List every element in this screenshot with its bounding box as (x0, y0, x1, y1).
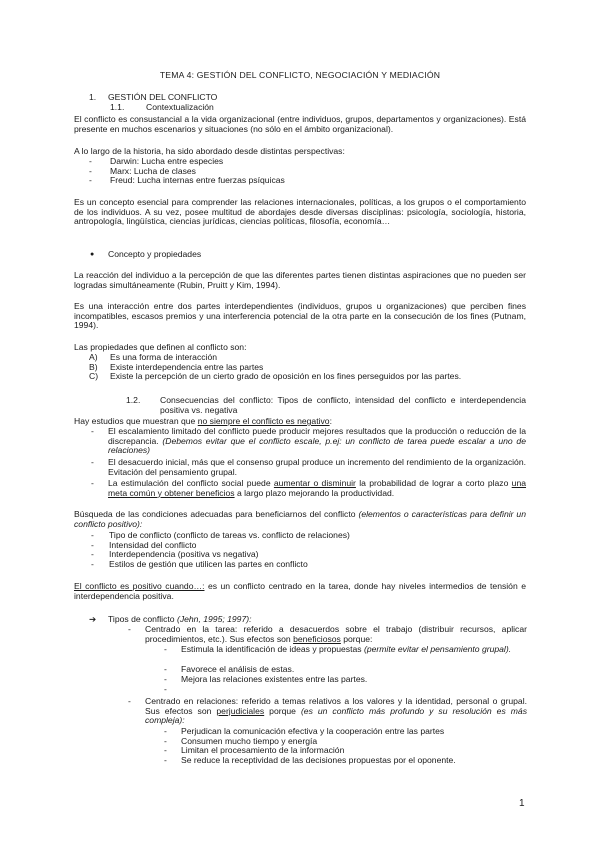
types-heading: Tipos de conflicto (Jehn, 1995; 1997): (108, 614, 252, 624)
task-effect-relations: Mejora las relaciones existentes entre las partes. (181, 674, 368, 684)
list-item: - Intensidad del conflicto (91, 539, 197, 550)
dash-marker: - (91, 457, 94, 467)
list-item: A) Es una forma de interacción (89, 352, 218, 362)
dash-marker: - (164, 674, 167, 684)
dash-marker: - (91, 426, 94, 436)
positive-conflict: El conflicto es positivo cuando…: es un conflicto centrado en la tarea, donde hay niveles intermedios de tensión e interdependencia positiva. (74, 581, 527, 601)
task-effect-analysis: Favorece el análisis de estas. (181, 664, 295, 674)
properties-list (89, 353, 529, 382)
page-number: 1 (519, 798, 525, 809)
list-item: - Marx: Lucha de clases (89, 165, 196, 176)
bullet-icon: ● (90, 251, 95, 258)
section-1-1-title: Contextualización (146, 102, 214, 112)
relational-effects-list (164, 727, 524, 765)
page-title: TEMA 4: GESTIÓN DEL CONFLICTO, NEGOCIACIÓN Y MEDIACIÓN (159, 70, 441, 80)
dash-marker: - (164, 644, 167, 654)
section-1-2-number: 1.2. (126, 395, 141, 405)
dash-marker: - (164, 664, 167, 674)
list-item: - Tipo de conflicto (conflicto de tareas vs. conflicto de relaciones) (91, 530, 350, 540)
dash-marker: - (128, 624, 131, 634)
concept-paragraph: Es un concepto esencial para comprender las relaciones internacionales, políticas, a los grupos o el comportamiento de los individuos. A su vez, posee multitud de abordajes desde diversas disciplinas: psicología, sociología, historia, antropología, lingüística, ciencias jurídicas, ciencias políticas, filosofía, economía… (74, 197, 526, 227)
task-conflict: Centrado en la tarea: referido a desacuerdos sobre el trabajo (distribuir recursos, aplicar procedimientos, etc.). Sus efectos son beneficiosos porque: (145, 624, 527, 644)
perspectives-intro: A lo largo de la historia, ha sido abordado desde distintas perspectivas: (74, 146, 345, 156)
list-item: C) Existe la percepción de un cierto grado de oposición en los fines perseguidos por las partes. (89, 371, 462, 382)
list-item: - Perjudican la comunicación efectiva y la cooperación entre las partes (164, 726, 445, 736)
dash-marker: - (128, 696, 131, 706)
section-1-1-number: 1.1. (110, 102, 125, 112)
list-item: - Freud: Lucha internas entre fuerzas psíquicas (89, 175, 285, 186)
relational-conflict: Centrado en relaciones: referido a temas relativos a los valores y la identidad, personal o grupal. Sus efectos son perjudiciales porque (es un conflicto más profundo y su resolución es más compleja): (145, 696, 527, 726)
perspectives-list (89, 157, 509, 186)
definition-rubin: La reacción del individuo a la percepción de que las diferentes partes tienen distintas aspiraciones que no pueden ser logradas simultáneamente (Rubin, Pruitt y Kim, 1994). (74, 270, 526, 290)
dash-marker: - (91, 478, 94, 488)
section-1-title: GESTIÓN DEL CONFLICTO (108, 92, 218, 102)
concept-heading: Concepto y propiedades (108, 249, 202, 259)
section-1-2-title: Consecuencias del conflicto: Tipos de conflicto, intensidad del conflicto e interdependencia positiva vs. negativa (160, 395, 526, 415)
study-stimulation: La estimulación del conflicto social puede aumentar o disminuir la probabilidad de lograr a corto plazo una meta común y obtener beneficios a largo plazo mejorando la productividad. (108, 478, 527, 498)
list-item: - Darwin: Lucha entre especies (89, 156, 224, 166)
list-item: - Se reduce la receptividad de las decisiones propuestas por el oponente. (164, 754, 456, 765)
intro-paragraph: El conflicto es consustancial a la vida organizacional (entre individuos, grupos, departamentos y organizaciones). Está presente en muchos escenarios y situaciones (no sólo en el ámbito organizacional). (74, 114, 526, 134)
conditions-list (91, 531, 511, 569)
list-item: - Consumen mucho tiempo y energía (164, 735, 318, 746)
study-escalation: El escalamiento limitado del conflicto puede producir mejores resultados que la producción o reducción de la discrepancia. (Debemos evitar que el conflicto escale, p.ej: un conflicto de tarea puede escalar a uno de relaciones) (108, 426, 526, 456)
list-item: - Interdependencia (positiva vs negativa) (91, 549, 259, 560)
definition-putnam: Es una interacción entre dos partes interdependientes (individuos, grupos u organizaciones) que perciben fines incompatibles, escasos premios y una interferencia potencial de la otra parte en la consecución de los fines (Putnam, 1994). (74, 301, 526, 331)
list-item: - Estilos de gestión que utilicen las partes en conflicto (91, 558, 308, 569)
list-item: - Limitan el procesamiento de la información (164, 745, 345, 756)
studies-intro: Hay estudios que muestran que no siempre el conflicto es negativo: (74, 416, 332, 426)
section-1-number: 1. (89, 92, 97, 102)
task-effect-ideas: Estimula la identificación de ideas y propuestas (permite evitar el pensamiento grupal). (181, 644, 512, 654)
study-disagreement: El desacuerdo inicial, más que el consenso grupal produce un incremento del rendimiento de la organización. Evitación del pensamiento grupal. (108, 457, 526, 477)
arrow-icon: ➔ (89, 614, 97, 624)
properties-intro: Las propiedades que definen al conflicto son: (74, 342, 247, 352)
dash-marker: - (164, 684, 167, 694)
list-item: B) Existe interdependencia entre las partes (89, 361, 264, 372)
search-conditions: Búsqueda de las condiciones adecuadas para beneficiarnos del conflicto (elementos o características para definir un conflicto positivo): (74, 509, 526, 529)
